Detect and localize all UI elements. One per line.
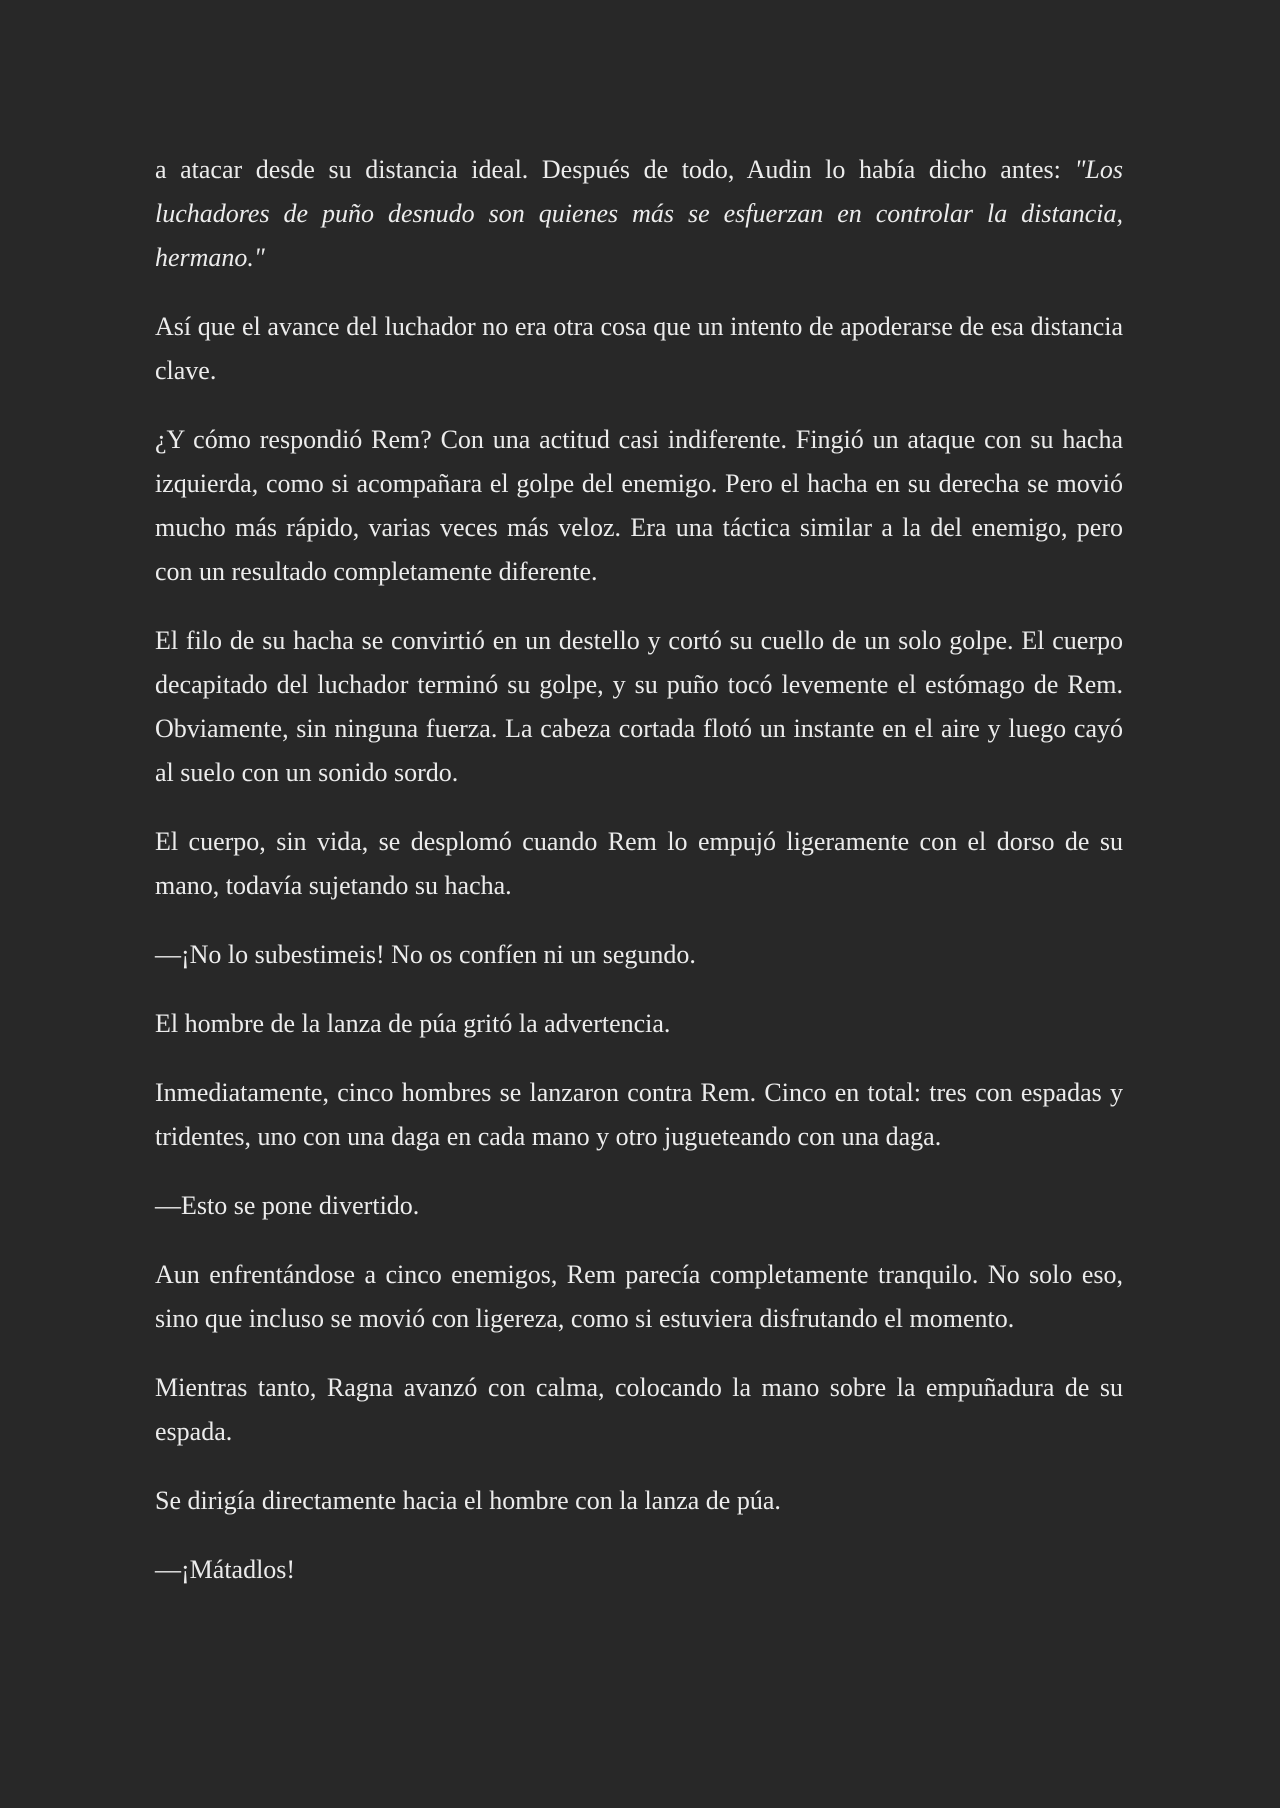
paragraph: El cuerpo, sin vida, se desplomó cuando Rem lo empujó ligeramente con el dorso de su mano, todavía sujetando su hacha. xyxy=(155,827,1123,900)
paragraph-italic-quote: "Los luchadores de puño desnudo son quienes más se esfuerzan en controlar la distancia, hermano." xyxy=(155,155,1123,272)
paragraph: Inmediatamente, cinco hombres se lanzaron contra Rem. Cinco en total: tres con espadas y tridentes, uno con una daga en cada mano y otro jugueteando con una daga. xyxy=(155,1078,1123,1151)
paragraph-text: a atacar desde su distancia ideal. Después de todo, Audin lo había dicho antes: xyxy=(155,155,1075,184)
dialogue-line: —¡No lo subestimeis! No os confíen ni un segundo. xyxy=(155,940,696,969)
paragraph: El filo de su hacha se convirtió en un destello y cortó su cuello de un solo golpe. El cuerpo decapitado del luchador terminó su golpe, y su puño tocó levemente el estómago de Rem. Obviamente, sin ninguna fuerza. La cabeza cortada flotó un instante en el aire y luego cayó al suelo con un sonido sordo. xyxy=(155,626,1123,787)
dialogue-line: —Esto se pone divertido. xyxy=(155,1191,420,1220)
reader-content xyxy=(155,148,1123,1617)
paragraph: Aun enfrentándose a cinco enemigos, Rem parecía completamente tranquilo. No solo eso, sino que incluso se movió con ligereza, como si estuviera disfrutando el momento. xyxy=(155,1260,1123,1333)
paragraph xyxy=(155,148,1123,280)
paragraph: Así que el avance del luchador no era otra cosa que un intento de apoderarse de esa distancia clave. xyxy=(155,312,1123,385)
paragraph: Mientras tanto, Ragna avanzó con calma, colocando la mano sobre la empuñadura de su espada. xyxy=(155,1373,1123,1446)
paragraph: ¿Y cómo respondió Rem? Con una actitud casi indiferente. Fingió un ataque con su hacha izquierda, como si acompañara el golpe del enemigo. Pero el hacha en su derecha se movió mucho más rápido, varias veces más veloz. Era una táctica similar a la del enemigo, pero con un resultado completamente diferente. xyxy=(155,425,1123,586)
paragraph: Se dirigía directamente hacia el hombre con la lanza de púa. xyxy=(155,1486,781,1515)
paragraph: El hombre de la lanza de púa gritó la advertencia. xyxy=(155,1009,671,1038)
dialogue-line: —¡Mátadlos! xyxy=(155,1555,296,1584)
